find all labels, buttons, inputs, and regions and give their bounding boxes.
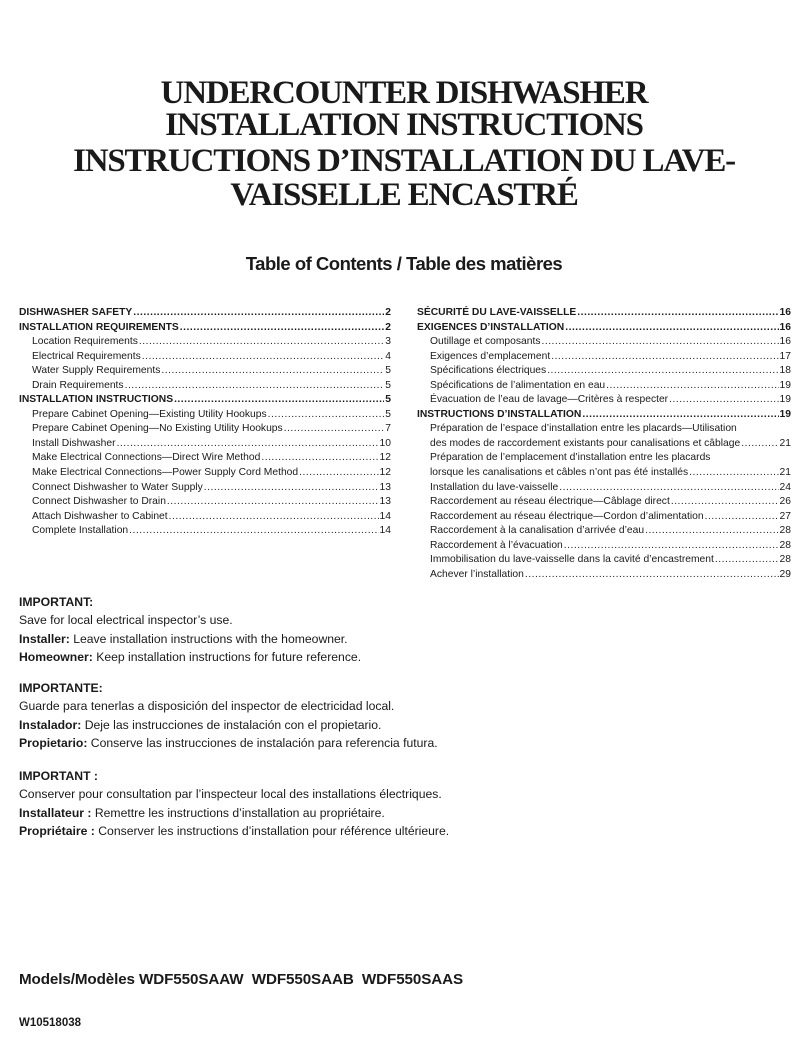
toc-entry-text: lorsque les canalisations et câbles n’ont pas été installés: [430, 467, 689, 479]
toc-dot-leader: [284, 422, 385, 437]
toc-dot-leader: [139, 335, 384, 350]
toc-entry: [417, 539, 791, 554]
toc-dot-leader: [547, 364, 778, 379]
toc-entry-text: Préparation de l’espace d’installation entre les placards—Utilisation: [430, 423, 737, 435]
toc-dot-leader: [741, 437, 778, 452]
toc-dot-leader: [268, 408, 385, 423]
document-title-line-4: VAISSELLE ENCASTRÉ: [230, 177, 578, 213]
toc-entry-text: EXIGENCES D’INSTALLATION: [417, 321, 565, 333]
toc-page-number: 27: [779, 510, 791, 522]
toc-entry: [417, 321, 791, 336]
toc-entry-text: Exigences d’emplacement: [430, 350, 551, 362]
toc-dot-leader: [129, 524, 378, 539]
toc-dot-leader: [125, 379, 385, 394]
toc-page-number: 17: [779, 350, 791, 362]
toc-page-number: 4: [385, 350, 391, 362]
toc-dot-leader: [565, 321, 778, 336]
toc-dot-leader: [705, 510, 779, 525]
notice-french: [19, 767, 779, 840]
toc-dot-leader: [689, 466, 778, 481]
toc-dot-leader: [299, 466, 378, 481]
toc-dot-leader: [180, 321, 384, 336]
toc-entry: [417, 524, 791, 539]
toc-page-number: 16: [779, 307, 791, 318]
toc-entry-text: Complete Installation: [32, 525, 129, 537]
notice-line: Conserver pour consultation par l’inspecteur local des installations électriques.: [19, 787, 442, 802]
toc-page-number: 26: [779, 496, 791, 508]
toc-entry-text: Location Requirements: [32, 336, 138, 348]
toc-page-number: 18: [779, 365, 791, 377]
toc-page-number: 2: [385, 321, 391, 333]
toc-page-number: 28: [779, 554, 791, 566]
toc-entry-text: Prepare Cabinet Opening—Existing Utility Hookups: [32, 408, 267, 420]
toc-entry-text: Évacuation de l’eau de lavage—Critères à respecter: [430, 394, 669, 406]
toc-dot-leader: [261, 451, 378, 466]
toc-entry: [19, 481, 391, 496]
models-line: Models/Modèles WDF550SAAW WDF550SAAB WDF550SAAS: [19, 971, 464, 988]
toc-page-number: 5: [385, 365, 391, 377]
document-title-line-2: INSTALLATION INSTRUCTIONS: [165, 107, 643, 143]
toc-entry: [19, 437, 391, 452]
toc-entry-text: INSTALLATION INSTRUCTIONS: [19, 394, 174, 406]
toc-entry: [417, 568, 791, 583]
toc-page-number: 5: [385, 394, 391, 406]
toc-entry-text: Connect Dishwasher to Water Supply: [32, 481, 203, 493]
toc-page-number: 24: [779, 481, 791, 493]
toc-entry-text: Immobilisation du lave-vaisselle dans la cavité d’encastrement: [430, 554, 714, 566]
toc-entry-text: Prepare Cabinet Opening—No Existing Utility Hookups: [32, 423, 283, 435]
toc-column-french: [417, 306, 791, 582]
toc-dot-leader: [559, 481, 778, 496]
toc-page-number: 3: [385, 336, 391, 348]
notice-line: Installateur : Remettre les instructions d’installation au propriétaire.: [19, 805, 385, 820]
toc-entry: [19, 393, 391, 408]
toc-dot-leader: [671, 495, 779, 510]
notice-line: Propietario: Conserve las instrucciones de instalación para referencia futura.: [19, 735, 438, 750]
toc-page-number: 19: [779, 379, 791, 391]
notice-heading: IMPORTANTE:: [19, 681, 103, 695]
part-number: W10518038: [19, 1017, 82, 1029]
toc-page-number: 12: [379, 467, 391, 479]
toc-entry: [19, 379, 391, 394]
toc-entry-text: Make Electrical Connections—Direct Wire Method: [32, 452, 261, 464]
toc-entry: [19, 408, 391, 423]
toc-entry-text: Raccordement au réseau électrique—Cordon d’alimentation: [430, 510, 704, 522]
toc-entry-text: Spécifications de l’alimentation en eau: [430, 379, 606, 391]
toc-entry-text: Installation du lave-vaisselle: [430, 481, 559, 493]
toc-column-english: [19, 306, 391, 539]
notice-line: Guarde para tenerlas a disposición del inspector de electricidad local.: [19, 699, 395, 714]
notice-line: Installer: Leave installation instructions with the homeowner.: [19, 631, 348, 646]
toc-entry: [19, 510, 391, 525]
toc-page-number: 10: [379, 437, 391, 449]
toc-page-number: 7: [385, 423, 391, 435]
notice-heading: IMPORTANT :: [19, 769, 98, 783]
toc-dot-leader: [167, 495, 379, 510]
toc-entry-text: Electrical Requirements: [32, 350, 141, 362]
toc-entry: [417, 495, 791, 510]
toc-dot-leader: [564, 539, 779, 554]
toc-dot-leader: [169, 510, 379, 525]
toc-dot-leader: [645, 524, 778, 539]
toc-entry-text: Drain Requirements: [32, 379, 124, 391]
toc-entry: [417, 553, 791, 568]
toc-entry: [19, 321, 391, 336]
notice-line: Homeowner: Keep installation instructions for future reference.: [19, 649, 362, 664]
toc-entry: [19, 524, 391, 539]
notice-line: Propriétaire : Conserver les instructions d’installation pour référence ultérieure.: [19, 823, 450, 838]
toc-entry-text: Spécifications électriques: [430, 365, 547, 377]
toc-entry: [19, 466, 391, 481]
toc-dot-leader: [606, 379, 778, 394]
toc-entry: [19, 451, 391, 466]
toc-dot-leader: [582, 408, 778, 423]
document-title-line-1: UNDERCOUNTER DISHWASHER: [160, 75, 648, 111]
toc-entry-text: Préparation de l’emplacement d’installation entre les placards: [430, 452, 711, 464]
toc-entry-text: SÉCURITÉ DU LAVE-VAISSELLE: [417, 307, 577, 318]
toc-entry: [417, 379, 791, 394]
toc-page-number: 16: [779, 321, 791, 333]
toc-entry: [417, 350, 791, 365]
notice-heading: IMPORTANT:: [19, 595, 94, 609]
toc-entry-text: Outillage et composants: [430, 336, 541, 348]
toc-page-number: 2: [385, 307, 391, 318]
toc-entry: [19, 422, 391, 437]
toc-dot-leader: [577, 306, 778, 321]
toc-dot-leader: [174, 393, 384, 408]
toc-dot-leader: [669, 393, 778, 408]
toc-dot-leader: [161, 364, 384, 379]
toc-dot-leader: [133, 306, 384, 321]
toc-entry: [417, 437, 791, 452]
toc-entry-text: Raccordement à la canalisation d’arrivée d’eau: [430, 525, 645, 537]
toc-entry: [19, 335, 391, 350]
toc-page-number: 28: [779, 539, 791, 551]
toc-entry-text: Achever l’installation: [430, 568, 524, 580]
toc-dot-leader: [117, 437, 379, 452]
toc-dot-leader: [541, 335, 778, 350]
notice-english: [19, 593, 779, 666]
toc-entry-text: INSTALLATION REQUIREMENTS: [19, 321, 179, 333]
toc-page-number: 28: [779, 525, 791, 537]
toc-entry: [417, 364, 791, 379]
toc-page-number: 13: [379, 496, 391, 508]
toc-entry: [19, 495, 391, 510]
toc-entry-text: INSTRUCTIONS D’INSTALLATION: [417, 408, 582, 420]
toc-entry-text: Install Dishwasher: [32, 437, 116, 449]
toc-page-number: 5: [385, 379, 391, 391]
toc-page-number: 19: [779, 408, 791, 420]
document-title-line-3: INSTRUCTIONS D’INSTALLATION DU LAVE-: [73, 143, 735, 179]
toc-entry-text: Connect Dishwasher to Drain: [32, 496, 166, 508]
toc-entry-text: Make Electrical Connections—Power Supply Cord Method: [32, 467, 299, 479]
toc-entry-text: des modes de raccordement existants pour canalisations et câblage: [430, 437, 741, 449]
toc-dot-leader: [715, 553, 779, 568]
toc-entry: [417, 335, 791, 350]
toc-entry: [417, 393, 791, 408]
notice-spanish: [19, 679, 779, 752]
toc-entry: [19, 350, 391, 365]
toc-page-number: 12: [379, 452, 391, 464]
toc-entry: [19, 306, 391, 321]
notice-line: Save for local electrical inspector’s use.: [19, 613, 233, 628]
toc-dot-leader: [204, 481, 379, 496]
toc-entry: [417, 466, 791, 481]
toc-dot-leader: [525, 568, 779, 583]
toc-page-number: 21: [779, 437, 791, 449]
toc-entry: [417, 481, 791, 496]
toc-entry-text: Raccordement à l’évacuation: [430, 539, 563, 551]
toc-page-number: 21: [779, 467, 791, 479]
toc-entry: [19, 364, 391, 379]
toc-page-number: 19: [779, 394, 791, 406]
toc-entry: [417, 306, 791, 321]
toc-entry-text: Attach Dishwasher to Cabinet: [32, 510, 168, 522]
toc-entry-text: Water Supply Requirements: [32, 365, 161, 377]
toc-page-number: 29: [779, 568, 791, 580]
toc-page-number: 14: [379, 510, 391, 522]
toc-entry-text: DISHWASHER SAFETY: [19, 307, 133, 318]
toc-entry: [417, 408, 791, 423]
toc-dot-leader: [142, 350, 385, 365]
toc-page-number: 14: [379, 525, 391, 537]
toc-entry: [417, 510, 791, 525]
toc-page-number: 16: [779, 336, 791, 348]
toc-page-number: 5: [385, 408, 391, 420]
toc-page-number: 13: [379, 481, 391, 493]
toc-entry-text: Raccordement au réseau électrique—Câblage direct: [430, 496, 670, 508]
notice-line: Instalador: Deje las instrucciones de instalación con el propietario.: [19, 717, 382, 732]
toc-heading: Table of Contents / Table des matières: [245, 253, 563, 274]
toc-dot-leader: [551, 350, 778, 365]
